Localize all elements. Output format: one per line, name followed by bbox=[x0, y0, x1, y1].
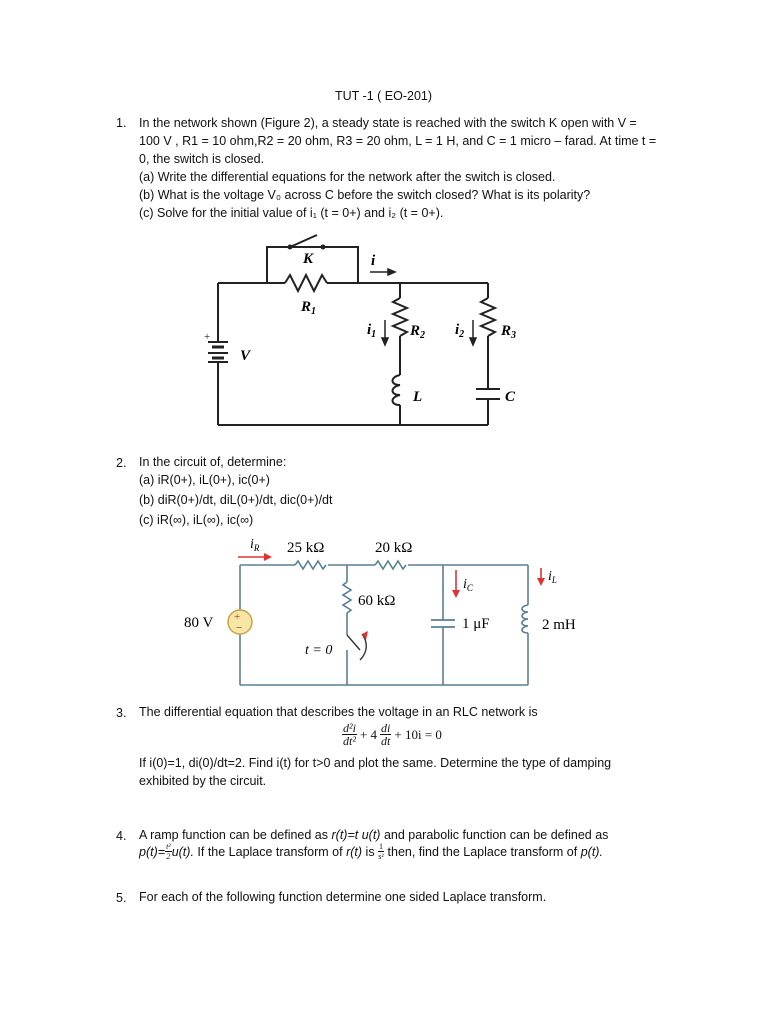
equation-plus-4: + 4 bbox=[359, 726, 378, 742]
capacitor-symbol bbox=[476, 389, 500, 399]
label-c: C bbox=[505, 389, 516, 405]
equation-rest: + 10i = 0 bbox=[394, 726, 442, 742]
current-arrow-i2 bbox=[470, 320, 476, 345]
capacitor-symbol-2 bbox=[431, 620, 455, 627]
circuit-figure-1 bbox=[195, 220, 535, 445]
question-1-text-line-2: 100 V , R1 = 10 ohm,R2 = 20 ohm, R3 = 20 ohm, L = 1 H, and C = 1 micro – farad. At time t = bbox=[139, 134, 657, 148]
current-arrow-iC bbox=[452, 570, 460, 598]
question-1-part-b: (b) What is the voltage V₀ across C before the switch closed? What is its polarity? bbox=[139, 188, 591, 202]
label-current-i: i bbox=[371, 253, 376, 269]
question-4-line-1: A ramp function can be defined as r(t)=t u(t) and parabolic function can be defined as bbox=[139, 828, 609, 842]
svg-text:−: − bbox=[236, 622, 243, 634]
question-2-part-c: (c) iR(∞), iL(∞), ic(∞) bbox=[139, 513, 254, 527]
question-1-part-c: (c) Solve for the initial value of i₁ (t = 0+) and i₂ (t = 0+). bbox=[139, 206, 444, 220]
switch-contact-left bbox=[288, 245, 293, 250]
label-r2: $R_2$ bbox=[410, 323, 426, 341]
question-3-number: 3. bbox=[116, 706, 127, 720]
switch-contact-right bbox=[321, 245, 326, 250]
equation-frac-first-derivative: $\frac{di}{dt}$ bbox=[381, 721, 391, 748]
label-25k: 25 kΩ bbox=[287, 540, 325, 556]
label-2mH: 2 mH bbox=[542, 617, 576, 633]
question-4-number: 4. bbox=[116, 829, 127, 843]
current-arrow-iL bbox=[537, 568, 545, 586]
label-l: L bbox=[413, 389, 423, 405]
label-iC: $i_C$ bbox=[463, 577, 473, 593]
label-1uF: 1 μF bbox=[462, 616, 490, 632]
frac-1-over-s-squared: $\frac{1}{\text{s²}}$ bbox=[378, 842, 384, 861]
label-20k: 20 kΩ bbox=[375, 540, 413, 556]
current-arrow-iR bbox=[238, 553, 272, 561]
label-iL: $i_L$ bbox=[548, 569, 557, 585]
question-3-equation bbox=[342, 722, 442, 747]
label-60k: 60 kΩ bbox=[358, 593, 396, 609]
question-2-part-b: (b) diR(0+)/dt, diL(0+)/dt, dic(0+)/dt bbox=[139, 493, 333, 507]
label-i1: $i_1$ bbox=[367, 322, 377, 340]
page-title: TUT -1 ( EO-201) bbox=[335, 89, 433, 103]
question-3-text-2-line-2: exhibited by the circuit. bbox=[139, 774, 267, 788]
question-1-text-line-3: 0, the switch is closed. bbox=[139, 152, 265, 166]
question-3-text: The differential equation that describes the voltage in an RLC network is bbox=[139, 705, 538, 719]
question-2-part-a: (a) iR(0+), iL(0+), ic(0+) bbox=[139, 473, 270, 487]
frac-t-squared-over-2: $\frac{\text{t²}}{2}$ bbox=[166, 842, 171, 861]
question-1-number: 1. bbox=[116, 116, 127, 130]
svg-text:+: + bbox=[234, 611, 241, 623]
label-r3: $R_3$ bbox=[501, 323, 517, 341]
battery-symbol bbox=[208, 342, 228, 362]
current-arrow-i1 bbox=[382, 320, 388, 345]
question-3-text-2-line-1: If i(0)=1, di(0)/dt=2. Find i(t) for t>0 and plot the same. Determine the type of damping bbox=[139, 756, 612, 770]
question-1-text-line-1: In the network shown (Figure 2), a steady state is reached with the switch K open with V = bbox=[139, 116, 637, 130]
circuit-figure-2 bbox=[170, 530, 600, 690]
label-80v: 80 V bbox=[184, 615, 214, 631]
label-t0: t = 0 bbox=[305, 643, 333, 658]
equation-frac-second-derivative: $\frac{\text{d²i}}{\text{dt²}}$ bbox=[343, 721, 356, 748]
question-5-number: 5. bbox=[116, 891, 127, 905]
question-1-part-a: (a) Write the differential equations for the network after the switch is closed. bbox=[139, 170, 556, 184]
current-arrow-i bbox=[370, 269, 395, 275]
svg-text:+: + bbox=[204, 331, 211, 343]
label-switch-k: K bbox=[303, 251, 314, 267]
label-i2: $i_2$ bbox=[455, 322, 465, 340]
question-4-line-2: p(t)= $\frac{\text{t²}}{2}$ u(t). If the Laplace transform of r(t) is $\frac{1}{\text{s²}}$ then, find the Laplace transform of p(t). bbox=[139, 842, 603, 861]
question-5-text: For each of the following function determine one sided Laplace transform. bbox=[139, 890, 547, 904]
label-r1: $R_1$ bbox=[301, 299, 317, 317]
label-v: V bbox=[240, 348, 251, 364]
switch-t0 bbox=[347, 634, 366, 660]
question-2-number: 2. bbox=[116, 456, 127, 470]
label-iR: $i_R$ bbox=[250, 537, 260, 553]
question-2-text: In the circuit of, determine: bbox=[139, 455, 287, 469]
